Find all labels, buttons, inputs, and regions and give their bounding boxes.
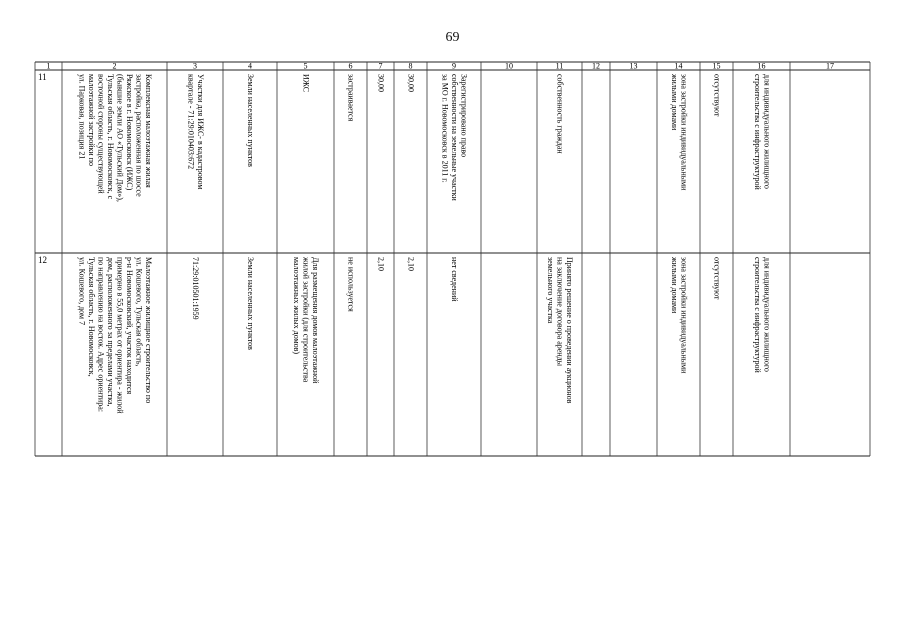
column-number-8: 8: [408, 61, 413, 71]
cell-text-line: ул. Кошевого, дом 7: [77, 257, 87, 326]
cell-col-14: [670, 256, 689, 374]
cell-text-line: Для размещения домов малоэтажной: [311, 257, 321, 384]
cell-text-line: 30,00: [376, 74, 386, 92]
cell-text-line: Малоэтажное жилищное строительство по: [143, 257, 153, 404]
cell-text-line: не используется: [346, 257, 356, 312]
cell-text-line: дом, расположенного за пределами участка,: [105, 257, 115, 407]
cell-text-line: Комплексная малоэтажная жилая: [143, 74, 153, 188]
cell-text-line: отсутствуют: [712, 257, 722, 300]
cell-text-line: ул. Парковая, позиция 21: [77, 74, 87, 160]
cell-text-line: восточной стороны существующей: [96, 74, 106, 194]
table-row: [38, 255, 771, 414]
column-number-7: 7: [378, 61, 383, 71]
cell-text-line: Зарегистрировано право: [459, 74, 469, 158]
cell-text-line: зона застройки индивидуальными: [679, 74, 689, 191]
cell-text-line: строительства с инфраструктурой: [752, 74, 762, 190]
cell-col-4: [246, 74, 255, 167]
table-body: [38, 72, 771, 414]
column-number-15: 15: [712, 61, 721, 71]
cell-text-line: жилой застройки (для строительства: [301, 257, 311, 383]
cell-col-9: [450, 257, 459, 302]
row-number: 12: [38, 255, 47, 265]
cell-text-line: отсутствуют: [712, 74, 722, 117]
column-number-5: 5: [303, 61, 308, 71]
cell-text-line: на заключение договора аренды: [555, 257, 565, 367]
column-number-3: 3: [193, 61, 197, 71]
cell-text-line: Земли населенных пунктов: [246, 74, 256, 167]
cell-col-2: [77, 257, 153, 414]
cell-col-8: [407, 257, 416, 271]
column-number-1: 1: [46, 61, 51, 71]
row-number: 11: [38, 72, 47, 82]
cell-text-line: строительства с инфраструктурой: [752, 257, 762, 373]
cell-text-line: Земли населенных пунктов: [246, 257, 256, 350]
column-number-11: 11: [555, 61, 564, 71]
cell-col-7: [377, 74, 386, 92]
cell-col-11: [556, 74, 565, 154]
cell-col-16: [753, 257, 772, 373]
column-number-9: 9: [452, 61, 456, 71]
column-number-10: 10: [505, 61, 513, 71]
cell-text-line: 2,10: [376, 257, 386, 271]
cell-text-line: р-н Новомосковский, участок находится: [124, 257, 134, 395]
column-number-12: 12: [592, 61, 600, 71]
column-number-row: [47, 61, 835, 70]
cell-text-line: ИЖС: [301, 74, 311, 93]
cell-text-line: 71:29:010501:1959: [191, 257, 201, 320]
cell-text-line: жилыми домами: [669, 74, 679, 131]
cell-text-line: Тульская область, г. Новомосковск,: [86, 257, 96, 377]
cell-col-15: [713, 257, 722, 300]
column-number-2: 2: [112, 61, 117, 71]
cell-text-line: 2,10: [406, 257, 416, 271]
cell-text-line: застраивается: [346, 74, 356, 122]
cell-text-line: за МО г. Новомосковск в 2011 г.: [440, 74, 450, 183]
cell-col-4: [246, 257, 255, 350]
cell-col-14: [670, 73, 689, 191]
cell-text-line: ул. Кошевого, Тульская область,: [134, 257, 144, 367]
cell-col-3: [191, 257, 200, 320]
cell-col-15: [713, 74, 722, 117]
cell-col-5: [302, 74, 311, 92]
cell-col-11: [546, 257, 574, 404]
cell-text-line: жилыми домами: [669, 257, 679, 314]
cell-text-line: (бывшие земли АО «Тульский Дом»),: [115, 74, 125, 202]
column-number-6: 6: [348, 61, 353, 71]
column-number-16: 16: [757, 61, 766, 71]
column-number-14: 14: [674, 61, 683, 71]
table-row: [38, 72, 771, 202]
cell-text-line: земельного участка: [546, 257, 556, 324]
cell-text-line: Участки для ИЖС- в кадастровом: [195, 74, 205, 190]
cell-text-line: нет сведений: [450, 257, 460, 302]
cell-col-16: [753, 74, 772, 190]
column-number-13: 13: [629, 61, 638, 71]
cell-text-line: по направлению на восток. Адрес ориентира:: [96, 257, 106, 412]
cell-col-6: [347, 74, 356, 122]
cell-text-line: для индивидуального жилищного: [762, 257, 772, 372]
cell-text-line: собственности на земельные участки: [450, 74, 460, 201]
page-number: 69: [445, 30, 460, 45]
cell-text-line: Принято решение о проведении аукционов: [565, 257, 575, 404]
cell-col-8: [407, 74, 416, 92]
cell-text-line: Ряжское в г. Новомосковск (ИЖС): [124, 74, 134, 191]
cell-text-line: квартале - 71:29:010403:672: [186, 74, 196, 170]
cell-col-5: [292, 256, 320, 384]
cell-text-line: малоэтажной застройки по: [86, 74, 96, 166]
cell-col-9: [441, 74, 469, 202]
cell-col-2: [77, 74, 153, 202]
cell-text-line: Тульская область, г. Новомосковск, с: [105, 74, 115, 200]
cell-text-line: 30,00: [406, 74, 416, 92]
cell-text-line: зона застройки индивидуальными: [679, 257, 689, 374]
cell-col-6: [347, 257, 356, 312]
column-number-4: 4: [248, 61, 252, 71]
cell-text-line: малоэтажных жилых домов): [292, 257, 302, 355]
column-number-17: 17: [826, 61, 834, 71]
cell-text-line: собственность граждан: [555, 74, 565, 154]
cell-text-line: для индивидуального жилищного: [762, 74, 772, 189]
cell-col-7: [377, 257, 386, 271]
cell-col-3: [186, 74, 205, 189]
cell-text-line: застройка, расположенная по шоссе: [134, 74, 144, 197]
cell-text-line: примерно в 55,0 метрах от ориентира - жилой: [115, 257, 125, 414]
